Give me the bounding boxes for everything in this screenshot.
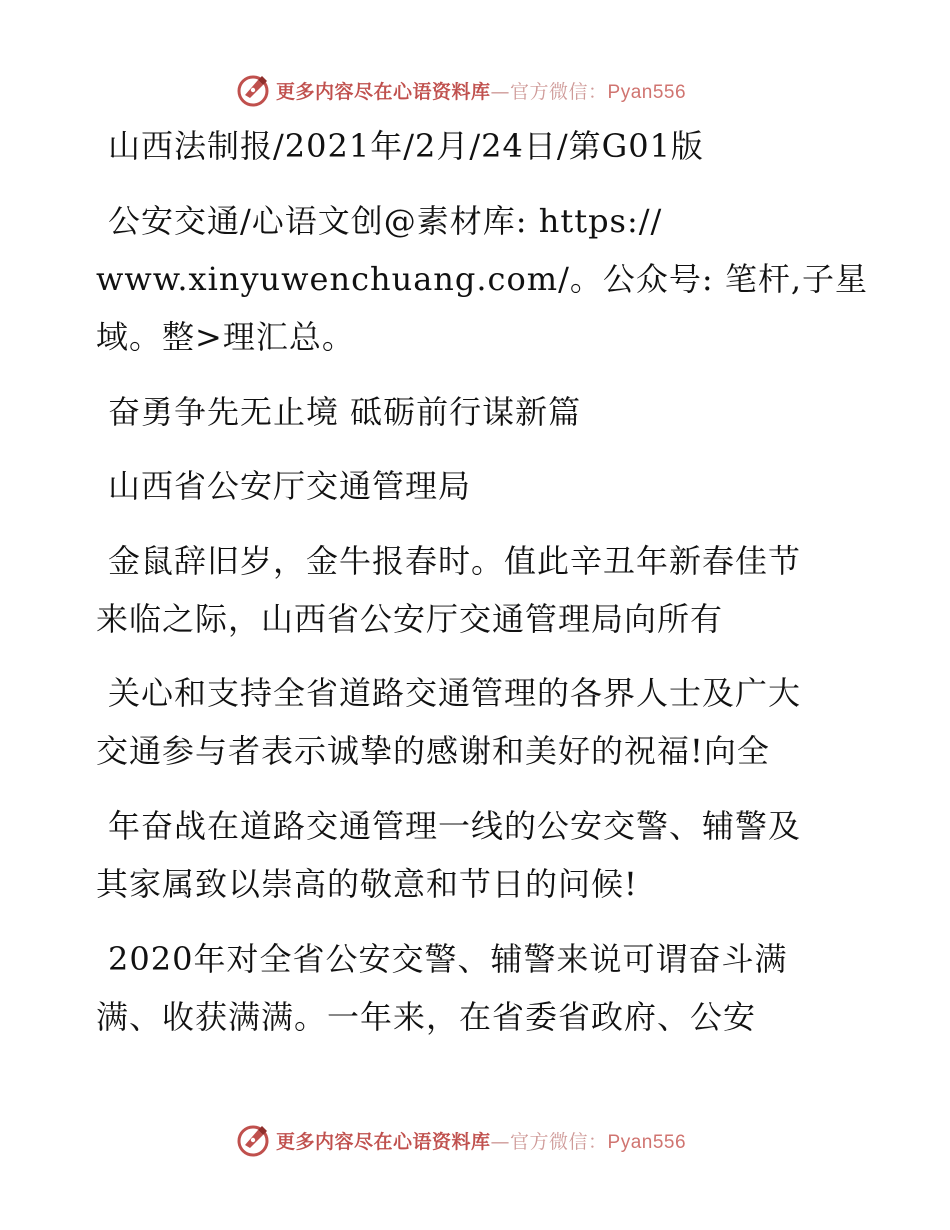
library-info-line-1: 公安交通/心语文创@素材库: https:// — [108, 202, 663, 240]
watermark-dash: — — [490, 80, 511, 103]
watermark-dash: — — [490, 1130, 511, 1153]
library-info-line-2: www.xinyuwenchuang.com/。公众号: 笔杆,子星 — [96, 260, 868, 298]
watermark-brand: 更多内容尽在心语资料库 — [276, 1130, 491, 1153]
paragraph-2-line-1: 关心和支持全省道路交通管理的各界人士及广大 — [108, 674, 802, 712]
newspaper-source-line: 山西法制报/2021年/2月/24日/第G01版 — [108, 127, 704, 165]
paragraph-1-line-2: 来临之际，山西省公安厅交通管理局向所有 — [96, 600, 724, 638]
footer-watermark-banner — [236, 1122, 686, 1158]
pen-nib-circle-icon — [236, 73, 270, 107]
paragraph-2-line-2: 交通参与者表示诚挚的感谢和美好的祝福!向全 — [96, 732, 770, 770]
watermark-official: 官方微信： — [510, 1130, 608, 1153]
header-watermark-banner — [236, 72, 686, 108]
article-title: 奋勇争先无止境 砥砺前行谋新篇 — [108, 393, 582, 431]
watermark-text — [276, 1127, 686, 1154]
watermark-official: 官方微信： — [510, 80, 608, 103]
paragraph-3-line-2: 其家属致以崇高的敬意和节日的问候! — [96, 865, 638, 903]
paragraph-4-line-2: 满、收获满满。一年来，在省委省政府、公安 — [96, 998, 757, 1036]
watermark-account: Pyan556 — [607, 1131, 687, 1153]
watermark-brand: 更多内容尽在心语资料库 — [276, 80, 491, 103]
paragraph-4-line-1: 2020年对全省公安交警、辅警来说可谓奋斗满 — [108, 940, 788, 978]
paragraph-3-line-1: 年奋战在道路交通管理一线的公安交警、辅警及 — [108, 807, 802, 845]
watermark-text — [276, 77, 686, 104]
pen-nib-circle-icon — [236, 1123, 270, 1157]
watermark-account: Pyan556 — [607, 81, 687, 103]
library-info-line-3: 域。整>理汇总。 — [96, 318, 355, 356]
paragraph-1-line-1: 金鼠辞旧岁，金牛报春时。值此辛丑年新春佳节 — [108, 542, 802, 580]
article-author: 山西省公安厅交通管理局 — [108, 467, 472, 505]
